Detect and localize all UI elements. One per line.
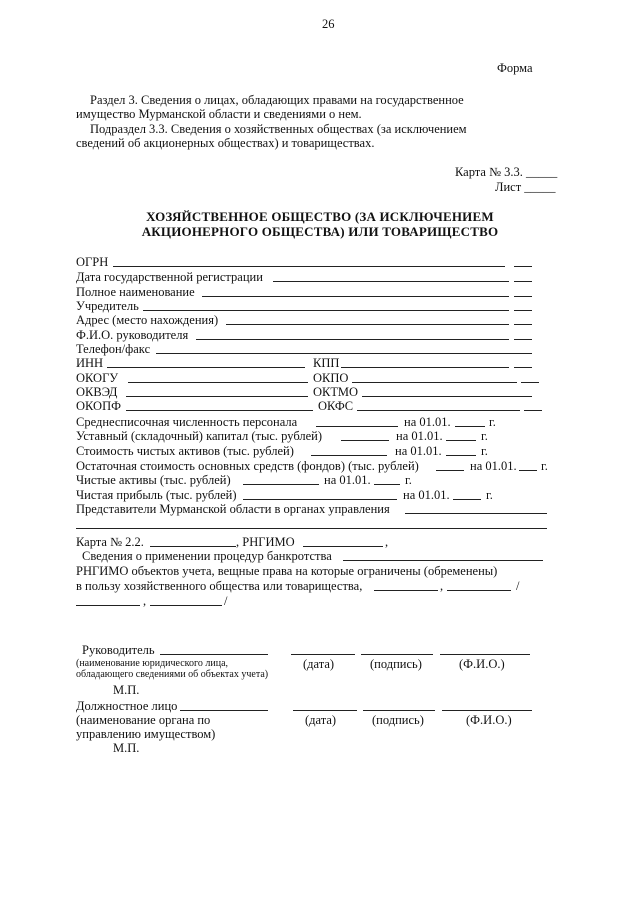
label-director: Ф.И.О. руководителя [76,328,189,342]
official-date-field[interactable] [293,710,357,711]
objects-field-4[interactable] [150,605,222,606]
label-founder: Учредитель [76,299,139,313]
net-assets-as-of: на 01.01. [324,473,371,487]
subsection-line-1: Подраздел 3.3. Сведения о хозяйственных обществах (за исключением [90,122,467,136]
form-title-line-2: АКЦИОНЕРНОГО ОБЩЕСТВА) ИЛИ ТОВАРИЩЕСТВО [141,224,499,239]
label-ogrn: ОГРН [76,255,109,269]
card-22-field[interactable] [150,546,236,547]
net-assets-year[interactable] [374,484,400,485]
objects-field-1[interactable] [374,590,438,591]
form-label: Форма [497,61,533,75]
headcount-year-suffix: г. [489,415,496,429]
label-net-profit: Чистая прибыль (тыс. рублей) [76,488,237,502]
net-profit-field[interactable] [243,499,397,500]
official-fio-label: (Ф.И.О.) [466,713,512,727]
okfs-field-end [524,410,542,411]
address-field-end [514,324,532,325]
section-line-2: имущество Мурманской области и сведениями о нем. [76,107,362,121]
label-reg-date: Дата государственной регистрации [76,270,263,284]
kpp-field[interactable] [341,367,509,368]
official-note-1: (наименование органа по [76,713,211,727]
kpp-field-end [514,367,532,368]
head-note-2: обладающего сведениями об объектах учета) [76,669,269,680]
label-bankruptcy: Сведения о применении процедур банкротства [82,549,332,563]
capital-as-of: на 01.01. [396,429,443,443]
residual-value-field[interactable] [436,470,464,471]
label-headcount: Среднесписочная численность персонала [76,415,298,429]
head-date-label: (дата) [303,657,335,671]
net-assets-value-year[interactable] [446,455,476,456]
capital-field[interactable] [341,440,389,441]
address-field[interactable] [226,324,509,325]
net-assets-value-year-suffix: г. [481,444,488,458]
label-net-assets-value: Стоимость чистых активов (тыс. рублей) [76,444,294,458]
net-assets-field[interactable] [243,484,319,485]
page-number: 26 [322,17,335,31]
ogrn-field[interactable] [113,266,505,267]
net-assets-value-field[interactable] [311,455,387,456]
okved-field[interactable] [126,396,308,397]
head-signature-field[interactable] [361,654,433,655]
official-signature-field[interactable] [363,710,435,711]
subsection-line-2: сведений об акционерных обществах) и товариществах. [76,136,375,150]
objects-slash-1: / [516,579,520,593]
label-address: Адрес (место нахождения) [76,313,219,327]
label-rngimo: , РНГИМО [236,535,295,549]
residual-value-as-of: на 01.01. [470,459,517,473]
okopf-field[interactable] [126,410,313,411]
label-net-assets: Чистые активы (тыс. рублей) [76,473,231,487]
label-okved: ОКВЭД [76,385,118,399]
official-note-2: управлению имуществом) [76,727,216,741]
ogrn-field-end [514,266,532,267]
objects-field-2[interactable] [447,590,511,591]
label-okopf: ОКОПФ [76,399,121,413]
reg-date-field[interactable] [273,281,509,282]
residual-value-year[interactable] [519,470,537,471]
label-capital: Уставный (складочный) капитал (тыс. рублей) [76,429,323,443]
label-card-22: Карта № 2.2. [76,535,144,549]
net-profit-as-of: на 01.01. [403,488,450,502]
objects-comma-1: , [440,579,444,593]
director-field[interactable] [196,339,509,340]
rngimo-field[interactable] [303,546,383,547]
representatives-field[interactable] [405,513,547,514]
label-inn: ИНН [76,356,104,370]
full-name-field-end [514,296,532,297]
card-number: Карта № 3.3. _____ [455,165,558,179]
sheet-number: Лист _____ [495,180,556,194]
director-field-end [514,339,532,340]
section-line-1: Раздел 3. Сведения о лицах, обладающих правами на государственное [90,93,464,107]
capital-year[interactable] [446,440,476,441]
label-head: Руководитель [82,643,155,657]
label-okfs: ОКФС [318,399,354,413]
head-org-field[interactable] [160,654,268,655]
net-profit-year-suffix: г. [486,488,493,502]
head-note-1: (наименование юридического лица, [76,658,229,669]
label-okpo: ОКПО [313,371,349,385]
official-signature-label: (подпись) [372,713,424,727]
label-official: Должностное лицо [76,699,178,713]
label-oktmo: ОКТМО [313,385,358,399]
head-date-field[interactable] [291,654,355,655]
headcount-year[interactable] [455,426,485,427]
representatives-field-line-2[interactable] [76,528,547,529]
label-kpp: КПП [313,356,340,370]
bankruptcy-field[interactable] [343,560,543,561]
label-full-name: Полное наименование [76,285,195,299]
head-stamp: М.П. [113,683,140,697]
objects-line-1: РНГИМО объектов учета, вещные права на которые ограничены (обременены) [76,564,498,578]
capital-year-suffix: г. [481,429,488,443]
okpo-field-end [521,382,539,383]
label-okogu: ОКОГУ [76,371,119,385]
official-stamp: М.П. [113,741,140,755]
net-profit-year[interactable] [453,499,481,500]
oktmo-field[interactable] [362,396,532,397]
objects-field-3[interactable] [76,605,140,606]
official-fio-field[interactable] [442,710,532,711]
okpo-field[interactable] [352,382,517,383]
head-fio-field[interactable] [440,654,530,655]
full-name-field[interactable] [202,296,509,297]
residual-value-year-suffix: г. [541,459,548,473]
objects-line-2: в пользу хозяйственного общества или товарищества, [76,579,363,593]
okogu-field[interactable] [128,382,308,383]
net-assets-value-as-of: на 01.01. [395,444,442,458]
label-residual-value: Остаточная стоимость основных средств (фондов) (тыс. рублей) [76,459,419,473]
phone-field[interactable] [156,353,532,354]
headcount-as-of: на 01.01. [404,415,451,429]
headcount-field[interactable] [316,426,398,427]
inn-field[interactable] [107,367,305,368]
label-phone: Телефон/факс [76,342,151,356]
head-signature-label: (подпись) [370,657,422,671]
reg-date-field-end [514,281,532,282]
official-field[interactable] [180,710,268,711]
objects-slash-2: / [224,594,228,608]
head-fio-label: (Ф.И.О.) [459,657,505,671]
founder-field-end [514,310,532,311]
okfs-field[interactable] [357,410,520,411]
objects-comma-2: , [143,594,147,608]
net-assets-year-suffix: г. [405,473,412,487]
rngimo-comma: , [385,535,389,549]
form-title-line-1: ХОЗЯЙСТВЕННОЕ ОБЩЕСТВО (ЗА ИСКЛЮЧЕНИЕМ [146,209,494,224]
official-date-label: (дата) [305,713,337,727]
founder-field[interactable] [143,310,509,311]
label-representatives: Представители Мурманской области в органах управления [76,502,390,516]
